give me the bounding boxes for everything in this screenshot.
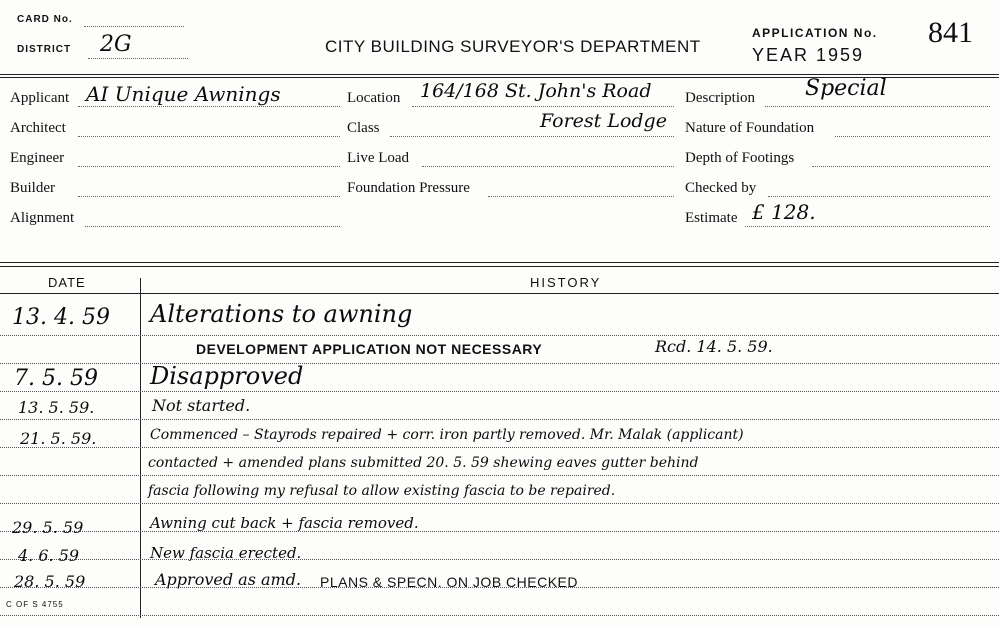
entry-text: Alterations to awning: [150, 300, 413, 328]
nature-line: [835, 136, 990, 137]
engineer-line: [78, 166, 340, 167]
entry-text: Commenced – Stayrods repaired + corr. iron partly removed. Mr. Malak (applicant): [150, 427, 744, 443]
entry-text: Disapproved: [150, 362, 304, 390]
entry-date: 13. 5. 59.: [18, 398, 95, 417]
stamp-development: DEVELOPMENT APPLICATION NOT NECESSARY: [196, 341, 543, 357]
entry-date: 29. 5. 59: [12, 518, 84, 537]
district-value: 2G: [100, 32, 132, 57]
description-line: [765, 106, 990, 107]
applicant-line: [78, 106, 340, 107]
alignment-line: [85, 226, 340, 227]
entry-date: 4. 6. 59: [18, 546, 80, 565]
stamp-received: Rcd. 14. 5. 59.: [655, 337, 773, 356]
history-row-line: [0, 447, 999, 448]
history-row-line: [0, 475, 999, 476]
form-code: C OF S 4755: [6, 600, 64, 609]
entry-text: New fascia erected.: [150, 544, 302, 562]
department-title: CITY BUILDING SURVEYOR'S DEPARTMENT: [325, 37, 701, 56]
header-rule: [0, 74, 999, 75]
application-number: 841: [928, 16, 973, 49]
district-label: DISTRICT: [17, 44, 72, 55]
stamp-plans-checked: PLANS & SPECN. ON JOB CHECKED: [320, 574, 579, 590]
foundation-pressure-line: [488, 196, 674, 197]
engineer-label: Engineer: [10, 150, 65, 166]
depth-line: [812, 166, 990, 167]
history-header: HISTORY: [530, 275, 602, 290]
architect-line: [78, 136, 340, 137]
live-load-label: Live Load: [347, 150, 410, 166]
builder-label: Builder: [10, 180, 55, 196]
estimate-value: £ 128.: [752, 200, 816, 224]
estimate-line: [745, 226, 990, 227]
description-label: Description: [685, 90, 755, 106]
entry-date: 21. 5. 59.: [20, 429, 97, 448]
foundation-pressure-label: Foundation Pressure: [347, 180, 470, 196]
date-column-divider: [140, 278, 141, 618]
builder-line: [78, 196, 340, 197]
card-no-line: [84, 26, 184, 27]
entry-date: 28. 5. 59: [14, 572, 86, 591]
history-top-rule: [0, 262, 999, 263]
entry-text: Awning cut back + fascia removed.: [150, 514, 419, 532]
architect-label: Architect: [10, 120, 66, 136]
class-line: [390, 136, 674, 137]
applicant-label: Applicant: [10, 90, 70, 106]
entry-text: fascia following my refusal to allow existing fascia to be repaired.: [148, 483, 616, 499]
entry-text: Approved as amd.: [155, 570, 302, 589]
history-row-line: [0, 503, 999, 504]
date-header: DATE: [48, 275, 86, 290]
checked-line: [768, 196, 990, 197]
entry-date: 13. 4. 59: [12, 305, 110, 330]
checked-label: Checked by: [685, 180, 757, 196]
applicant-value: AI Unique Awnings: [86, 82, 281, 106]
location-value: 164/168 St. John's Road: [420, 80, 652, 102]
entry-date: 7. 5. 59: [14, 366, 98, 391]
history-row-line: [0, 419, 999, 420]
history-row-line: [0, 335, 999, 336]
location-value-2: Forest Lodge: [540, 110, 667, 132]
location-line: [412, 106, 674, 107]
estimate-label: Estimate: [685, 210, 738, 226]
alignment-label: Alignment: [10, 210, 75, 226]
class-label: Class: [347, 120, 380, 136]
location-label: Location: [347, 90, 401, 106]
live-load-line: [422, 166, 674, 167]
entry-text: contacted + amended plans submitted 20. 5. 59 shewing eaves gutter behind: [148, 455, 699, 471]
card-no-label: CARD No.: [17, 14, 73, 25]
description-value: Special: [805, 76, 887, 101]
history-row-line: [0, 391, 999, 392]
history-header-rule: [0, 293, 999, 294]
district-line: [88, 58, 188, 59]
year-label: YEAR 1959: [752, 45, 865, 65]
depth-label: Depth of Footings: [685, 150, 795, 166]
history-top-rule-2: [0, 266, 999, 267]
application-no-label: APPLICATION No.: [752, 26, 878, 40]
nature-label: Nature of Foundation: [685, 120, 815, 136]
history-row-line: [0, 615, 999, 616]
entry-text: Not started.: [152, 396, 251, 415]
